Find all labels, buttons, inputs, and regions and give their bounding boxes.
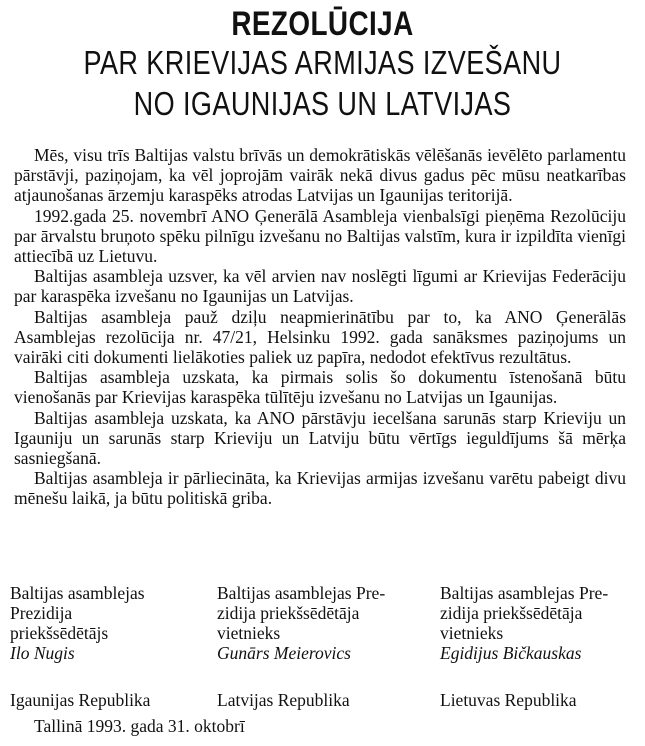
paragraph: Baltijas asambleja uzskata, ka pirmais solis šo dokumentu īstenošanā būtu vienošanās par Krievijas karaspēka tūlītēju izvešanu no Latvijas un Igaunijas. xyxy=(14,367,626,408)
paragraph: Baltijas asambleja uzskata, ka ANO pārstāvju iecelšana sarunās starp Krieviju un Igauniju un sarunās starp Krieviju un Latviju būtu vērtīgs ieguldījums šā mērķa sasniegšanā. xyxy=(14,407,626,469)
signatory-role: Baltijas asamblejas Pre- xyxy=(217,583,386,603)
signature-block xyxy=(440,583,638,663)
signature-block xyxy=(10,583,205,663)
signatory-role: zidija priekšsēdētāja xyxy=(217,603,360,623)
signatory-role: Baltijas asamblejas xyxy=(10,583,145,603)
paragraph: Baltijas asambleja uzsver, ka vēl arvien nav noslēgti līgumi ar Krievijas Federāciju par karaspēka izvešanu no Igaunijas un Latvijas. xyxy=(14,266,626,307)
document-subtitle-line-2: NO IGAUNIJAS UN LATVIJAS xyxy=(133,85,512,122)
republic-label: Latvijas Republika xyxy=(217,690,350,710)
place-date: Tallinā 1993. gada 31. oktobrī xyxy=(34,716,245,736)
signatory-role: vietnieks xyxy=(440,623,504,643)
signatory-role: Baltijas asamblejas Pre- xyxy=(440,583,609,603)
paragraph: Baltijas asambleja ir pārliecināta, ka Krievijas armijas izvešanu varētu pabeigt divu mēnešu laikā, ja būtu politiskā griba. xyxy=(14,468,626,509)
paragraph: Baltijas asambleja pauž dziļu neapmierinātību par to, ka ANO Ģenerālās Asamblejas rezolūcija nr. 47/21, Helsinku 1992. gada sanāksmes paziņojums un vairāki citi dokumenti lielākoties paliek uz papīra, nedodot efektīvus rezultātus. xyxy=(14,306,626,368)
republic-label: Lietuvas Republika xyxy=(440,690,577,710)
signatory-role: zidija priekšsēdētāja xyxy=(440,603,583,623)
signatory-role: vietnieks xyxy=(217,623,281,643)
document-title: REZOLŪCIJA xyxy=(231,5,414,43)
signatory-name: Egidijus Bičkauskas xyxy=(440,643,582,663)
signatory-name: Gunārs Meierovics xyxy=(217,643,351,663)
signatory-name: Ilo Nugis xyxy=(10,643,75,663)
paragraph: Mēs, visu trīs Baltijas valstu brīvās un demokrātiskās vēlēšanās ievēlēto parlamentu pārstāvji, paziņojam, ka vēl joprojām vairāk nekā divus gadus pēc mūsu neatkarības atjaunošanas ārzemju karaspēks atrodas Latvijas un Igaunijas teritorijā. xyxy=(14,145,626,206)
resolution-body xyxy=(14,145,626,509)
republic-label: Igaunijas Republika xyxy=(10,690,151,710)
paragraph: 1992.gada 25. novembrī ANO Ģenerālā Asambleja vienbalsīgi pieņēma Rezolūciju par ārvalstu bruņoto spēku pilnīgu izvešanu no Baltijas valstīm, kura ir izpildīta vienīgi attiecībā uz Lietuvu. xyxy=(14,205,626,267)
signatory-role: priekšsēdētājs xyxy=(10,623,109,643)
signature-block xyxy=(217,583,422,663)
signatory-role: Prezidija xyxy=(10,603,73,623)
document-subtitle-line-1: PAR KRIEVIJAS ARMIJAS IZVEŠANU xyxy=(83,44,562,81)
